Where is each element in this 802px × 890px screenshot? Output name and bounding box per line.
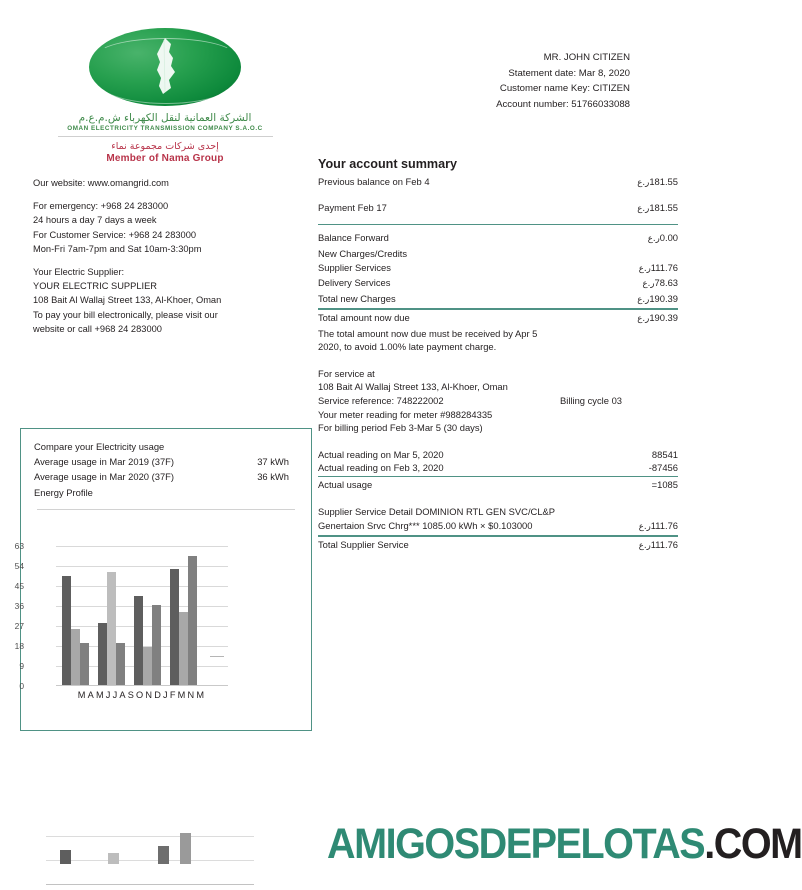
summary-row-total-due [318, 311, 678, 327]
summary-row-total-new-charges [318, 292, 678, 308]
summary-row-previous-balance [318, 175, 678, 191]
total-supplier-label: Total Supplier Service [318, 538, 409, 550]
summary-amount: ر.ع181.55 [637, 175, 678, 188]
chart-axis-tick [210, 656, 224, 657]
chart2-bar [158, 846, 169, 864]
chart-bar [116, 643, 125, 685]
usage-title: Compare your Electricity usage [34, 441, 165, 452]
chart-bar [98, 623, 107, 685]
currency-symbol: ر.ع [637, 177, 650, 188]
currency-symbol: ر.ع [638, 263, 651, 274]
account-number: Account number: 51766033088 [496, 98, 630, 110]
account-summary-column [318, 158, 678, 553]
chart2-baseline [46, 884, 254, 885]
service-heading: For service at [318, 367, 375, 379]
pay-instructions-line-2: website or call +968 24 283000 [33, 323, 162, 334]
chart-bar-group [62, 576, 89, 685]
watermark-tld: .COM [704, 820, 802, 868]
summary-divider-2 [318, 308, 678, 310]
secondary-chart-partial [46, 826, 254, 890]
chart2-bar [60, 850, 71, 864]
chart-bar [143, 647, 152, 685]
summary-row-balance-forward [318, 231, 678, 247]
meter-reading-row-usage [318, 478, 678, 492]
summary-label: Previous balance on Feb 4 [318, 175, 430, 187]
usage-divider [37, 509, 295, 510]
energy-profile-label: Energy Profile [34, 486, 93, 498]
due-note-line-1: The total amount now due must be received by Apr 5 [318, 327, 538, 339]
customer-service-phone: For Customer Service: +968 24 283000 [33, 229, 197, 240]
customer-name-key: Customer name Key: CITIZEN [499, 83, 630, 95]
supplier-label: Your Electric Supplier: [33, 267, 125, 278]
usage-value: 37 kWh [257, 456, 289, 468]
company-name-arabic: الشركة العمانية لنقل الكهرباء ش.م.ع.م [78, 112, 252, 124]
charge-amount: ر.ع111.76 [638, 519, 678, 532]
supplier-detail-total-row [318, 538, 678, 554]
supplier-detail-charge-row [318, 519, 678, 535]
summary-amount: ر.ع190.39 [637, 292, 678, 305]
website-line: Our website: www.omangrid.com [33, 178, 169, 188]
usage-label: Average usage in Mar 2019 (37F) [34, 456, 175, 468]
supplier-detail-divider [318, 535, 678, 537]
oman-map-icon [145, 36, 185, 98]
company-logo-block [20, 28, 310, 164]
chart-bar-group [134, 596, 161, 685]
statement-date: Statement date: Mar 8, 2020 [508, 67, 630, 79]
meter-reading-row-current [318, 448, 678, 462]
summary-amount: ر.ع190.39 [637, 311, 678, 324]
summary-amount: ر.ع111.76 [638, 261, 678, 274]
chart-bar-group [170, 556, 197, 685]
meter-reading-row-previous [318, 461, 678, 475]
pay-instructions-line-1: To pay your bill electronically, please visit our [33, 309, 218, 320]
chart-y-tick: 36 [14, 601, 24, 611]
chart-bar [80, 643, 89, 685]
reading-label: Actual usage [318, 479, 373, 491]
contact-info-block [33, 176, 303, 336]
customer-header [496, 50, 630, 112]
chart-y-tick: 0 [19, 681, 24, 691]
reading-label: Actual reading on Feb 3, 2020 [318, 462, 444, 474]
group-name-arabic: إحدى شركات مجموعة نماء [111, 141, 219, 153]
currency-symbol: ر.ع [647, 234, 660, 245]
account-summary-title: Your account summary [318, 157, 458, 171]
service-reference-row [318, 394, 678, 408]
meter-number: Your meter reading for meter #988284335 [318, 408, 493, 420]
currency-symbol: ر.ع [638, 521, 651, 532]
total-supplier-amount: ر.ع111.76 [638, 538, 678, 551]
chart-bar [134, 596, 143, 685]
summary-label: Total new Charges [318, 292, 396, 304]
summary-amount: ر.ع181.55 [637, 202, 678, 215]
service-address: 108 Bait Al Wallaj Street 133, Al-Khoer, Oman [318, 381, 508, 393]
usage-row-2020 [34, 469, 302, 484]
summary-amount: ر.ع0.00 [647, 232, 678, 245]
summary-divider-1 [318, 224, 678, 226]
charge-label: Genertaion Srvc Chrg*** 1085.00 kWh × $0.103000 [318, 519, 533, 531]
supplier-name: YOUR ELECTRIC SUPPLIER [33, 281, 157, 292]
logo-divider [58, 136, 273, 137]
chart-x-axis-labels: MAMJJASONDJFMNM [77, 690, 207, 700]
supplier-detail-heading: Supplier Service Detail DOMINION RTL GEN SVC/CL&P [318, 506, 556, 518]
due-note-line-2: 2020, to avoid 1.00% late payment charge. [318, 341, 497, 353]
emergency-hours: 24 hours a day 7 days a week [33, 215, 157, 226]
reading-value: -87456 [648, 462, 678, 474]
company-name-english: OMAN ELECTRICITY TRANSMISSION COMPANY S.A.O.C [67, 125, 263, 133]
usage-label: Average usage in Mar 2020 (37F) [34, 471, 175, 483]
chart-y-tick: 27 [14, 621, 24, 631]
chart2-bar [180, 833, 191, 864]
chart-y-tick: 18 [14, 641, 24, 651]
currency-symbol: ر.ع [638, 540, 651, 551]
summary-row-new-charges-credits [318, 247, 678, 261]
summary-label: Balance Forward [318, 232, 389, 244]
watermark-brand: AMIGOSDEPELOTAS [327, 820, 705, 868]
usage-row-2019 [34, 454, 302, 469]
chart2-bar [108, 853, 119, 864]
chart-bar [170, 569, 179, 685]
summary-row-supplier-services [318, 261, 678, 277]
currency-symbol: ر.ع [637, 313, 650, 324]
reading-value: 88541 [651, 448, 678, 460]
emergency-phone: For emergency: +968 24 283000 [33, 201, 169, 212]
currency-symbol: ر.ع [637, 204, 650, 215]
service-hours: Mon-Fri 7am-7pm and Sat 10am-3:30pm [33, 243, 202, 254]
chart-bar [62, 576, 71, 685]
summary-label: Payment Feb 17 [318, 202, 387, 214]
chart-y-tick: 54 [14, 561, 24, 571]
summary-row-payment [318, 201, 678, 217]
chart2-gridline [46, 836, 254, 837]
reading-value: =1085 [651, 479, 678, 491]
summary-label: Supplier Services [318, 261, 391, 273]
billing-cycle: Billing cycle 03 [560, 394, 623, 406]
summary-label: New Charges/Credits [318, 247, 408, 259]
billing-period: For billing period Feb 3-Mar 5 (30 days) [318, 422, 483, 434]
chart-bar-group [98, 572, 125, 685]
chart-y-tick: 9 [19, 661, 24, 671]
chart-bar [71, 629, 80, 685]
chart-plot-area [56, 546, 228, 686]
summary-amount: ر.ع78.63 [642, 277, 678, 290]
customer-name: MR. JOHN CITIZEN [543, 52, 630, 63]
summary-row-delivery-services [318, 276, 678, 292]
chart-bar [152, 605, 161, 685]
usage-value: 36 kWh [257, 471, 289, 483]
reading-divider [318, 476, 678, 478]
watermark [327, 820, 802, 868]
chart-bar [179, 612, 188, 685]
chart-bars [62, 546, 224, 685]
supplier-address: 108 Bait Al Wallaj Street 133, Al-Khoer, Oman [33, 295, 222, 306]
summary-label: Delivery Services [318, 277, 391, 289]
reading-label: Actual reading on Mar 5, 2020 [318, 448, 444, 460]
chart-y-tick: 63 [14, 541, 24, 551]
oman-electricity-logo-icon [89, 28, 241, 106]
usage-header [21, 429, 302, 500]
chart-bar [188, 556, 197, 685]
summary-label: Total amount now due [318, 311, 410, 323]
service-reference: Service reference: 748222002 [318, 394, 444, 406]
chart-bar [107, 572, 116, 685]
group-name-english: Member of Nama Group [106, 153, 224, 165]
currency-symbol: ر.ع [637, 294, 650, 305]
energy-profile-chart [14, 541, 228, 700]
chart2-gridline [46, 860, 254, 861]
currency-symbol: ر.ع [642, 279, 655, 290]
chart-y-tick: 45 [14, 581, 24, 591]
